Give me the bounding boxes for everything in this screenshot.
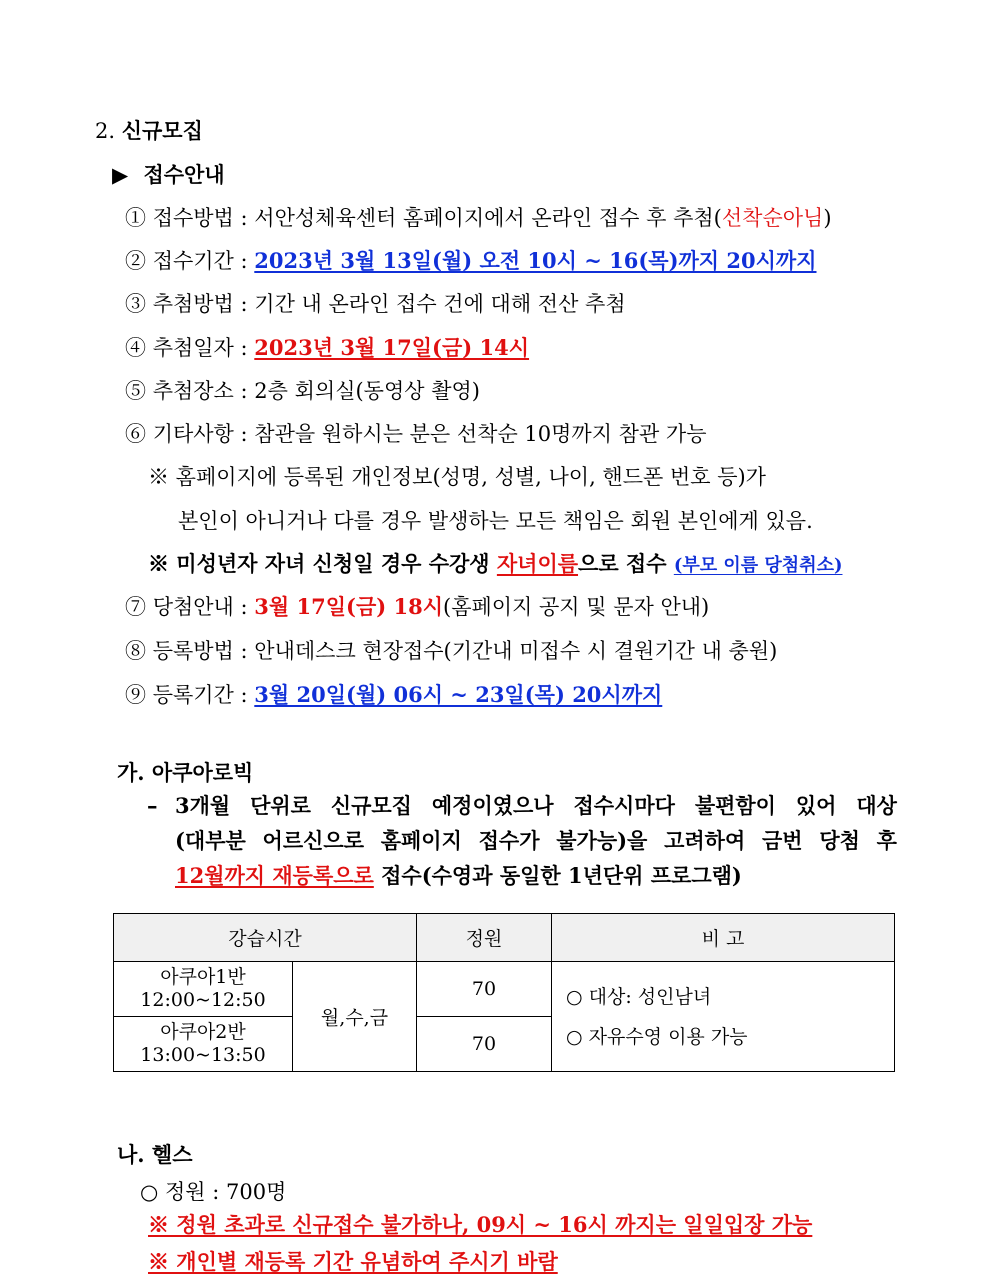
table-header-row — [114, 914, 895, 962]
item-draw-place — [125, 377, 480, 405]
days-cell: 월,수,금 — [293, 962, 417, 1072]
desc-word: 금번 — [762, 828, 803, 853]
item-number: ⑦ — [125, 595, 146, 619]
item-sep: : — [240, 336, 248, 360]
desc-word: 접수시마다 — [573, 793, 675, 818]
aqua-title: 가. 아쿠아로빅 — [117, 760, 254, 785]
item-number: ⑨ — [125, 683, 146, 707]
remark-item: ○ 대상: 성인남녀 — [566, 985, 712, 1008]
desc-word: 불편함이 — [694, 793, 776, 818]
aqua-dash: – — [147, 793, 158, 818]
aqua-desc-line2 — [175, 827, 897, 855]
item-text: 참관을 원하시는 분은 선착순 10명까지 참관 가능 — [254, 422, 707, 446]
item-sep: : — [240, 206, 248, 230]
note-minor — [148, 550, 842, 580]
item-sep: : — [240, 639, 248, 663]
item-method — [125, 204, 832, 232]
remark-item: ○ 자유수영 이용 가능 — [566, 1025, 748, 1048]
desc-word: 대상 — [856, 793, 897, 818]
item-register-period — [125, 681, 662, 709]
item-label: 등록방법 — [152, 639, 234, 663]
item-draw-method — [125, 290, 626, 318]
item-announce — [125, 593, 709, 621]
item-text: 3월 20일(월) 06시 ~ 23일(목) 20시까지 — [254, 682, 663, 707]
item-label: 접수기간 — [152, 249, 234, 273]
note-minor-mid: 으로 접수 — [578, 551, 674, 576]
item-label: 추첨일자 — [152, 336, 234, 360]
item-draw-date — [125, 334, 529, 362]
item-sep: : — [240, 292, 248, 316]
item-highlight: 3월 17일(금) 18시 — [254, 594, 443, 619]
desc-word: 어르신으로 — [262, 828, 364, 853]
item-text: 기간 내 온라인 접수 건에 대해 전산 추첨 — [254, 292, 626, 316]
class-name: 아쿠아1반 — [160, 966, 246, 988]
item-number: ⑧ — [125, 639, 146, 663]
item-label: 추첨방법 — [152, 292, 234, 316]
item-label: 등록기간 — [152, 683, 234, 707]
desc-word: (대부분 — [175, 828, 246, 853]
note-minor-tail: (부모 이름 당첨취소) — [673, 555, 843, 576]
desc-word: 단위로 — [250, 793, 311, 818]
remarks-cell — [552, 962, 895, 1072]
header-capacity: 정원 — [417, 914, 552, 962]
item-label: 당첨안내 — [152, 595, 234, 619]
health-capacity: ○ 정원 : 700명 — [140, 1180, 287, 1204]
desc-word: 신규모집 — [330, 793, 412, 818]
health-warning-1: ※ 정원 초과로 신규접수 불가하나, 09시 ~ 16시 까지는 일일입장 가능 — [148, 1212, 813, 1237]
item-etc — [125, 420, 707, 448]
item-text: 2층 회의실(동영상 촬영) — [254, 379, 480, 403]
aqua-desc-highlight: 12월까지 재등록으로 — [175, 863, 374, 888]
item-suffix: ) — [823, 206, 832, 230]
item-text: 2023년 3월 13일(월) 오전 10시 ~ 16(목)까지 20시까지 — [254, 248, 817, 273]
item-highlight: 선착순아님 — [721, 206, 824, 230]
class-cell — [114, 1017, 293, 1072]
item-sep: : — [240, 422, 248, 446]
aqua-schedule-table — [113, 913, 895, 1072]
item-number: ③ — [125, 292, 146, 316]
item-period — [125, 247, 817, 275]
reception-heading — [112, 161, 225, 189]
health-warning-2: ※ 개인별 재등록 기간 유념하여 주시기 바람 — [148, 1249, 558, 1274]
desc-word: 불가능)을 — [556, 828, 648, 853]
item-number: ⑤ — [125, 379, 146, 403]
reception-title: 접수안내 — [143, 162, 225, 187]
capacity-cell: 70 — [417, 962, 552, 1017]
aqua-desc-line1 — [175, 792, 897, 820]
section-heading — [95, 117, 203, 145]
class-time: 12:00~12:50 — [140, 989, 266, 1011]
note-privacy-line1: ※ 홈페이지에 등록된 개인정보(성명, 성별, 나이, 핸드폰 번호 등)가 — [148, 465, 766, 489]
item-number: ① — [125, 206, 146, 230]
desc-word: 접수가 — [478, 828, 540, 853]
item-text: (홈페이지 공지 및 문자 안내) — [443, 595, 710, 619]
note-privacy-line2: 본인이 아니거나 다를 경우 발생하는 모든 책임은 회원 본인에게 있음. — [178, 509, 813, 533]
item-sep: : — [240, 249, 248, 273]
item-number: ④ — [125, 336, 146, 360]
desc-word: 홈페이지 — [380, 828, 462, 853]
section-title: 신규모집 — [121, 118, 203, 143]
desc-word: 당첨 — [819, 828, 860, 853]
class-time: 13:00~13:50 — [140, 1044, 266, 1066]
item-sep: : — [240, 683, 248, 707]
desc-word: 고려하여 — [664, 828, 746, 853]
desc-word: 후 — [876, 828, 897, 853]
item-text: 2023년 3월 17일(금) 14시 — [254, 335, 530, 360]
health-title: 나. 헬스 — [117, 1142, 193, 1167]
table-row — [114, 962, 895, 1017]
note-minor-highlight: 자녀이름 — [496, 551, 579, 576]
class-name: 아쿠아2반 — [160, 1021, 246, 1043]
item-number: ⑥ — [125, 422, 146, 446]
desc-word: 예정이였으나 — [431, 793, 554, 818]
capacity-cell: 70 — [417, 1017, 552, 1072]
aqua-desc-rest: 접수(수영과 동일한 1년단위 프로그램) — [373, 863, 742, 888]
item-label: 접수방법 — [152, 206, 234, 230]
item-text: 서안성체육센터 홈페이지에서 온라인 접수 후 추첨( — [254, 206, 722, 230]
note-minor-prefix: ※ 미성년자 자녀 신청일 경우 수강생 — [148, 551, 497, 576]
item-register-method — [125, 637, 777, 665]
header-time: 강습시간 — [114, 914, 417, 962]
desc-word: 있어 — [795, 793, 837, 818]
item-sep: : — [240, 379, 248, 403]
item-number: ② — [125, 249, 146, 273]
triangle-bullet-icon: ▶ — [112, 162, 129, 187]
class-cell — [114, 962, 293, 1017]
item-sep: : — [240, 595, 248, 619]
item-text: 안내데스크 현장접수(기간내 미접수 시 결원기간 내 충원) — [254, 639, 778, 663]
item-label: 기타사항 — [152, 422, 234, 446]
section-number: 2. — [95, 119, 116, 143]
item-label: 추첨장소 — [152, 379, 234, 403]
aqua-desc-line3 — [175, 862, 742, 890]
header-remarks: 비 고 — [552, 914, 895, 962]
desc-word: 3개월 — [175, 793, 231, 818]
